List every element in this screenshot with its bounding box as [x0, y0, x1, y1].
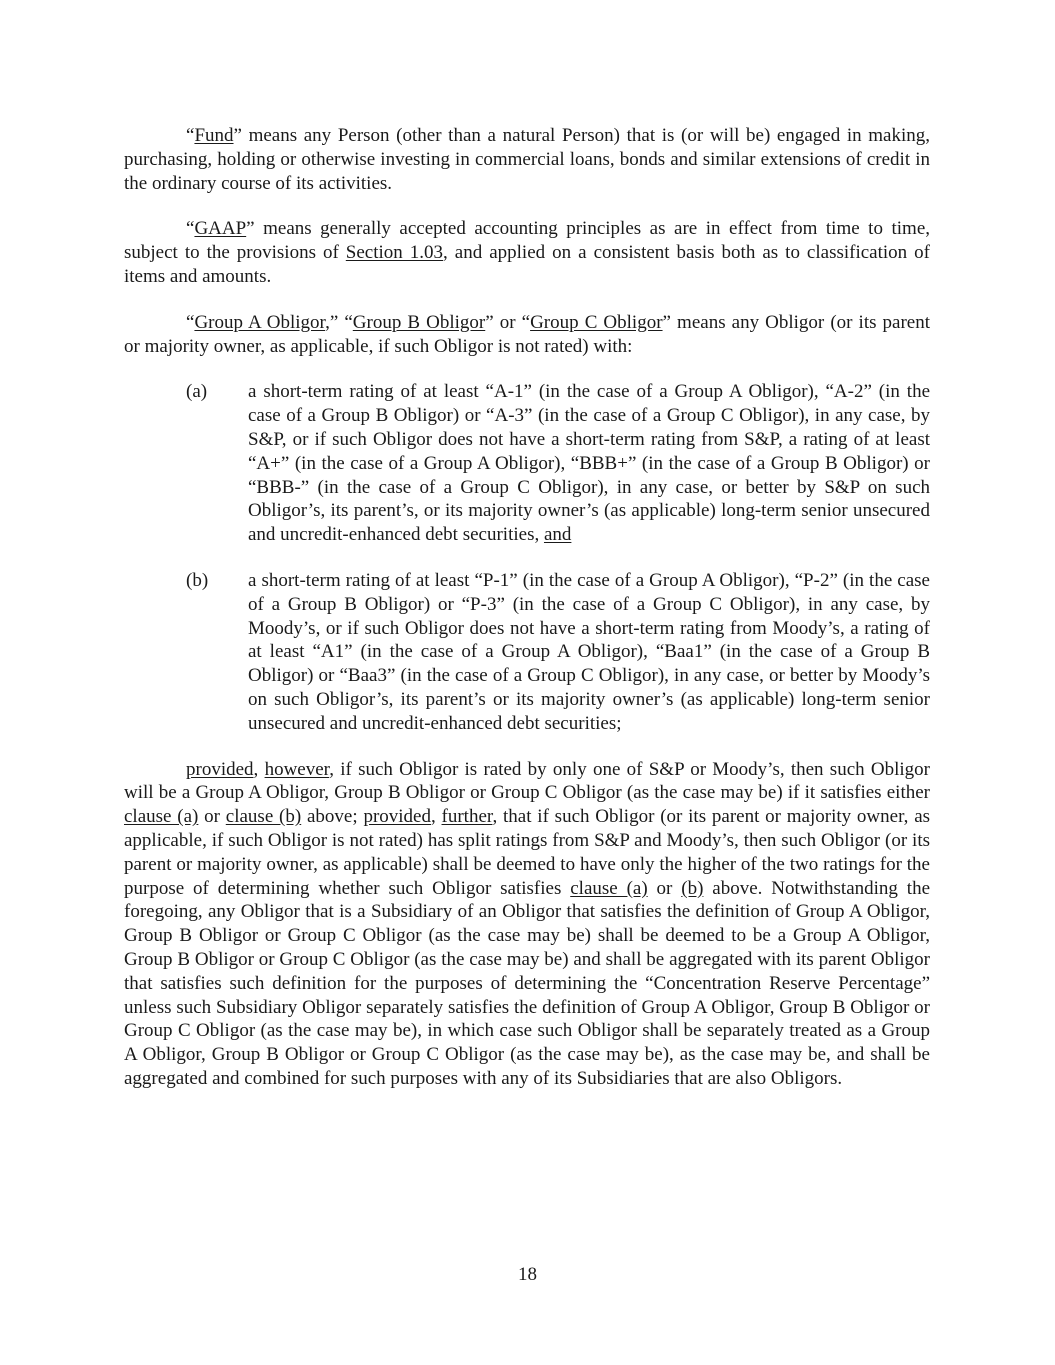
clause-a-text — [248, 380, 930, 547]
group-a-term: Group A Obligor — [194, 311, 326, 333]
proviso-text-6: above. Notwithstanding the foregoing, any Obligor that is a Subsidiary of an Obligor that satisfies the definition of Group A Obligor, Group B Obligor or Group C Obligor (as the case may be) shall be deemed to be a Group A Obligor, Group B Obligor or Group C Obligor (as the case may be) and shall be aggregated with its parent Obligor that satisfies such definition for the purposes of determining the “Concentration Reserve Percentage” unless such Subsidiary Obligor separately satisfies the definition of Group A Obligor, Group B Obligor or Group C Obligor (as the case may be), in which case such Obligor shall be separately treated as a Group A Obligor, Group B Obligor or Group C Obligor (as the case may be), as the case may be, and shall be aggregated and combined for such purposes with any of its Subsidiaries that are also Obligors. — [124, 877, 931, 1089]
page-number: 18 — [518, 1264, 537, 1285]
clause-b-ref: clause (b) — [225, 806, 302, 828]
clause-a-label: (a) — [186, 381, 208, 403]
proviso-text-5: or — [647, 877, 682, 899]
fund-definition: “Fund” means any Person (other than a natural Person) that is (or will be) engaged in making, purchasing, holding or otherwise investing in commercial loans, bonds and similar extensions of credit in the ordinary course of its activities. — [124, 125, 930, 194]
clause-a-body: a short-term rating of at least “A-1” (in the case of a Group A Obligor), “A-2” (in the case of a Group B Obligor) or “A-3” (in the case of a Group C Obligor), in any case, by S&P, or if such Obligor does not have a short-term rating from S&P, a rating of at least “A+” (in the case of a Group A Obligor), “BBB+” (in the case of a Group B Obligor) or “BBB-” (in the case of a Group C Obligor), in any case, or better by S&P on such Obligor’s, its parent’s, or its majority owner’s (as applicable) long-term senior unsecured and uncredit-enhanced debt securities, — [248, 381, 930, 546]
gaap-text-a: means generally accepted accounting principles as are in effect from time to time, subject to the provisions of — [124, 218, 930, 264]
fund-text: means any Person (other than a natural Person) that is (or will be) engaged in making, purchasing, holding or otherwise investing in commercial loans, bonds and similar extensions of credit in the ordinary course of its activities. — [124, 125, 930, 194]
group-b-term: Group B Obligor — [352, 311, 486, 333]
proviso-text-3: above; — [301, 806, 364, 828]
clause-b — [124, 569, 930, 736]
gaap-text-b: , and applied on a consistent basis both as to classification of items and amounts. — [124, 242, 931, 287]
clause-b-label: (b) — [186, 569, 209, 591]
proviso-text-2: or — [198, 806, 226, 828]
gaap-term: GAAP — [194, 218, 247, 240]
clause-a — [124, 380, 930, 547]
provided-word-2: provided — [363, 806, 431, 828]
proviso-text-1: , if such Obligor is rated by only one of S&P or Moody’s, then such Obligor will be a Group A Obligor, Group B Obligor or Group C Obligor (as the case may be) if it satisfies either — [124, 758, 930, 804]
proviso-paragraph: provided, however, if such Obligor is rated by only one of S&P or Moody’s, then such Obligor will be a Group A Obligor, Group B Obligor or Group C Obligor (as the case may be) if it satisfies either clause (a) or clause (b) above; provided, further, that if such Obligor (or its parent or majority owner, as applicable, if such Obligor is not rated) has split ratings from S&P and Moody’s, then such Obligor (or its parent or majority owner, as applicable) shall be deemed to have only the higher of the two ratings for the purpose of determining whether such Obligor satisfies clause (a) or (b) above. Notwithstanding the foregoing, any Obligor that is a Subsidiary of an Obligor that satisfies the definition of Group A Obligor, Group B Obligor or Group C Obligor (as the case may be) shall be deemed to be a Group A Obligor, Group B Obligor or Group C Obligor (as the case may be) and shall be aggregated with its parent Obligor that satisfies such definition for the purposes of determining the “Concentration Reserve Percentage” unless such Subsidiary Obligor separately satisfies the definition of Group A Obligor, Group B Obligor or Group C Obligor (as the case may be), in which case such Obligor shall be separately treated as a Group A Obligor, Group B Obligor or Group C Obligor (as the case may be), as the case may be, and shall be aggregated and combined for such purposes with any of its Subsidiaries that are also Obligors. — [124, 758, 931, 1089]
clause-b-text: a short-term rating of at least “P-1” (in the case of a Group A Obligor), “P-2” (in the case of a Group B Obligor) or “P-3” (in the case of a Group C Obligor), in any case, by Moody’s, or if such Obligor does not have a short-term rating from Moody’s, a rating of at least “A1” (in the case of a Group A Obligor), “Baa1” (in the case of a Group B Obligor) or “Baa3” (in the case of a Group C Obligor), in any case, or better by Moody’s on such Obligor’s, its parent’s or its majority owner’s (as applicable) long-term senior unsecured and uncredit-enhanced debt securities; — [248, 569, 930, 734]
fund-term: Fund — [194, 125, 234, 146]
clause-a-and: and — [543, 524, 572, 546]
group-intro: means any Obligor (or its parent or majority owner, as applicable, if such Obligor is not rated) with: — [124, 311, 931, 357]
further-word: further — [441, 806, 493, 828]
however-word: however — [264, 758, 330, 780]
clause-a-ref: clause (a) — [124, 806, 199, 828]
gaap-definition: “GAAP” means generally accepted accounting principles as are in effect from time to time, subject to the provisions of Section 1.03, and applied on a consistent basis both as to classification of items and amounts. — [124, 218, 931, 287]
group-obligor-definition: “Group A Obligor,” “Group B Obligor” or “Group C Obligor” means any Obligor (or its parent or majority owner, as applicable, if such Obligor is not rated) with: — [124, 311, 931, 357]
clause-a-ref-2: clause (a) — [570, 877, 648, 899]
document-page — [124, 124, 930, 1091]
clause-b-ref-2: (b) — [681, 877, 704, 899]
provided-word: provided — [186, 758, 254, 780]
group-c-term: Group C Obligor — [530, 311, 663, 333]
section-reference: Section 1.03 — [345, 242, 444, 264]
proviso-text-4: , that if such Obligor (or its parent or majority owner, as applicable, if such Obligor is not rated) has split ratings from S&P and Moody’s, then such Obligor (or its parent or majority owner, as applicable) shall be deemed to have only the higher of the two ratings for the purpose of determining whether such Obligor satisfies — [124, 806, 931, 899]
